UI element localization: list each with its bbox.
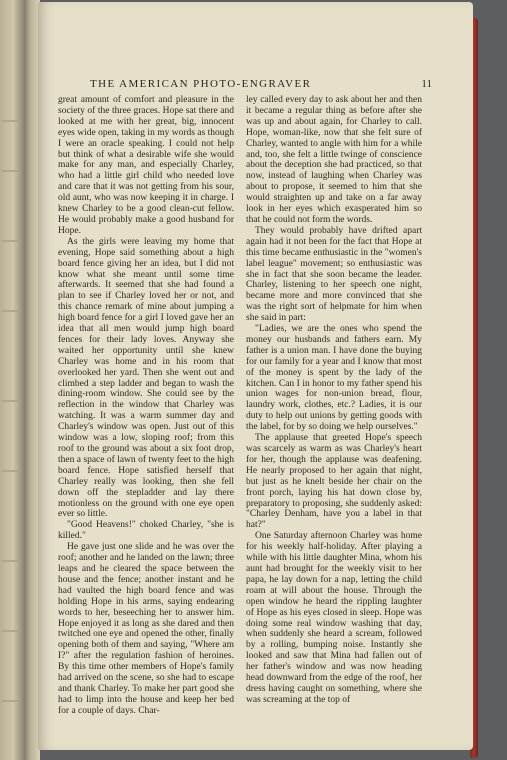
paragraph: great amount of comfort and pleasure in the society of the three graces. Hope sat there and looked at me with her great, big, innocent eyes wide open, taking in my words as though I were an oracle speaking. I could not help but think of what a desirable wife she would make for any man, and especially Charley, who had a little girl child who needed love and care that it was not getting from his sour, old aunt, who was now keeping it in charge. I knew Charley to be a good clean-cut fellow. He would probably make a good husband for Hope. — [58, 95, 234, 236]
paragraph: One Saturday afternoon Charley was home for his weekly half-holiday. After playing a while with his little daughter Mina, whom his aunt had brought for the weekly visit to her papa, he lay down for a nap, letting the child roam at will about the house. Through the open window he heard the rippling laughter of Hope as his eyes closed in sleep. Hope was doing some real window washing that day, when suddenly she heard a scream, followed by a rolling, bumping noise. Instantly she looked and saw that Mina had fallen out of her father's window and was now heading head downward from the edge of the roof, her dress having caught on something, where she was screaming at the top of — [246, 531, 422, 705]
paragraph: "Good Heavens!" choked Charley, "she is killed." — [58, 520, 234, 542]
text-column-right — [246, 95, 422, 706]
facing-page-edge — [0, 0, 24, 760]
text-column-left — [58, 95, 234, 717]
paragraph: As the girls were leaving my home that evening, Hope said something about a high board fence giving her an idea, but I did not know what she meant until some time afterwards. It seemed that she had found a plan to see if Charley loved her or not, and this chance remark of mine about jumping a high board fence for a girl I loved gave her an idea that all men would jump high board fences for their lady loves. Anyway she waited her opportunity until she knew Charley was home and in his room that overlooked her yard. Then she went out and climbed a step ladder and began to wash the dining-room window. She could see by the reflection in the window that Charley was watching. It was a warm summer day and Charley's window was open. Just out of this window was a low, sloping roof; from this roof to the ground was about a six foot drop, then a space of lawn of twenty feet to the high board fence. Hope satisfied herself that Charley really was looking, then she fell down off the stepladder and lay there motionless on the ground with one eye open ever so little. — [58, 236, 234, 520]
paragraph: He gave just one slide and he was over the roof; another and he landed on the lawn; three leaps and he cleared the space between the house and the fence; another instant and he had vaulted the high board fence and was holding Hope in his arms, saying endearing words to her, beseeching her to answer him. Hope enjoyed it as long as she dared and then twitched one eye and opened the other, finally opening both of them and saying, "Where am I?" after the regulation fashion of heroines. By this time other members of Hope's family had arrived on the scene, so she had to escape and thank Charley. To make her part good she had to limp into the house and keep her bed for a couple of days. Char- — [58, 542, 234, 716]
journal-title: THE AMERICAN PHOTO-ENGRAVER — [90, 78, 312, 90]
paragraph: They would probably have drifted apart again had it not been for the fact that Hope at this time became enthusiastic in the "women's label league" movement; so enthusiastic was she in fact that she soon became the leader. Charley, listening to her speech one night, became more and more convinced that she was the right sort of helpmate for him when she said in part: — [246, 225, 422, 324]
paragraph: ley called every day to ask about her and then it became a regular thing as before after she was up and about again, for Charley to call. Hope, woman-like, now that she felt sure of Charley, wanted to angle with him for a while and, too, she felt a little twinge of conscience about the deception she had practiced, so that now, instead of laughing when Charley was about to propose, it seemed to him that she would straighten up and take on a far away look in her eyes which exasperated him so that he could not form the words. — [246, 95, 422, 225]
page-number: 11 — [421, 78, 432, 90]
paragraph: "Ladies, we are the ones who spend the money our husbands and fathers earn. My father is a union man. I have done the buying for our family for a year and I know that most of the money is spent by the lady of the kitchen. Can I in honor to my father spend his union wages for non-union bread, flour, laundry work, clothes, etc.? Ladies, it is our duty to help out unions by getting goods with the label, for by so doing we help ourselves." — [246, 324, 422, 433]
paragraph: The applause that greeted Hope's speech was scarcely as warm as was Charley's heart for her, though the applause was deafening. He nearly proposed to her again that night, but just as he knelt beside her chair on the front porch, laying his hat down close by, preparatory to proposing, she suddenly asked: "Charley Denham, have you a label in that hat?" — [246, 433, 422, 531]
running-header — [80, 78, 430, 92]
